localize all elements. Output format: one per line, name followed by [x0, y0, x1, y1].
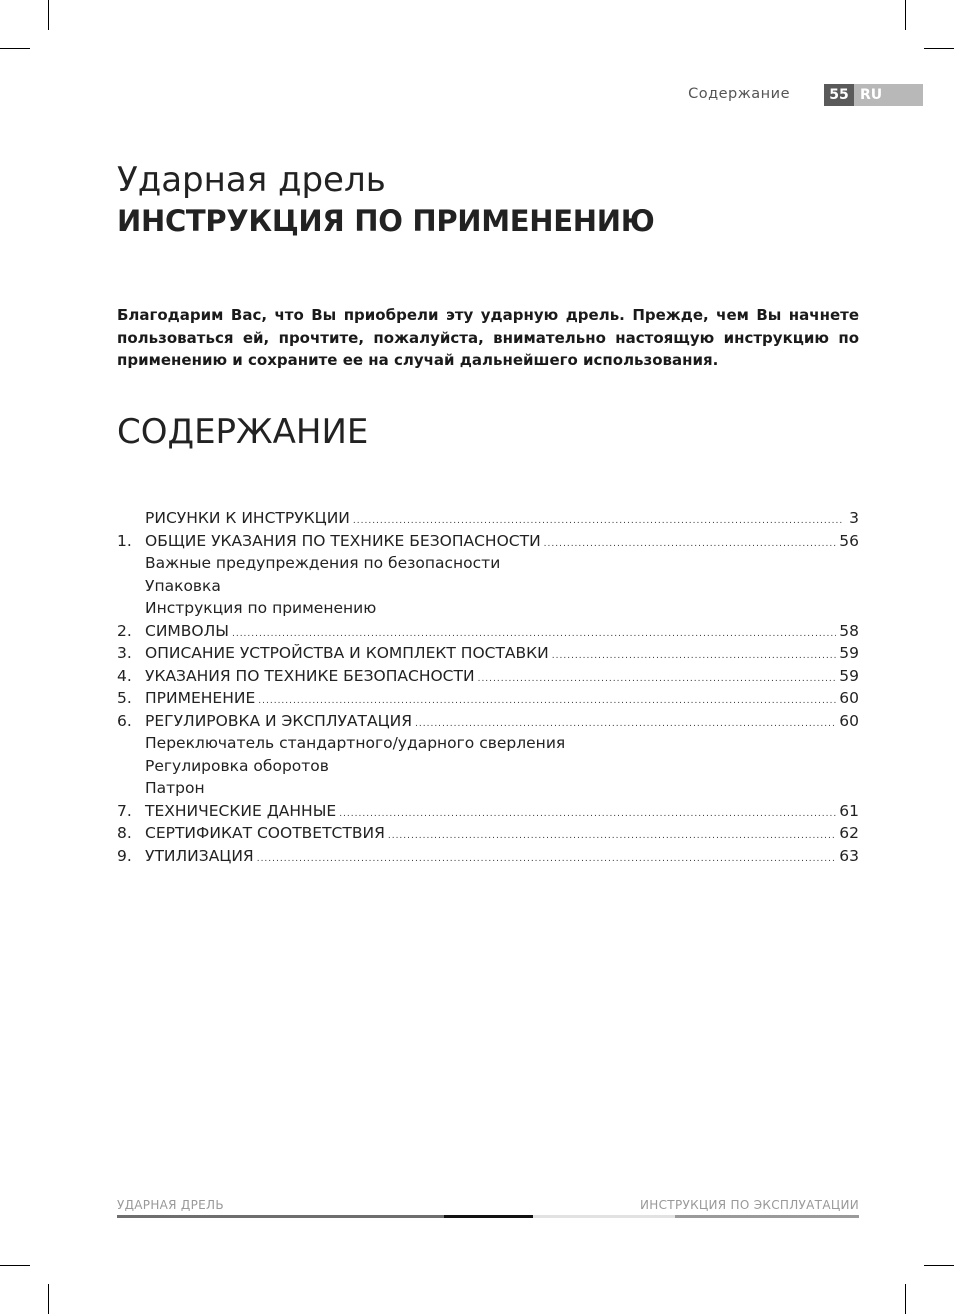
toc-entry-label: УКАЗАНИЯ ПО ТЕХНИКЕ БЕЗОПАСНОСТИ: [145, 666, 475, 685]
toc-subentry: [117, 552, 859, 575]
toc-entry-label: ПРИМЕНЕНИЕ: [145, 689, 256, 707]
toc-entry-label: СИМВОЛЫ: [145, 621, 229, 640]
toc-entry-number: 6.: [117, 711, 132, 730]
toc-entry-label: РЕГУЛИРОВКА И ЭКСПЛУАТАЦИЯ: [145, 711, 413, 730]
crop-mark: [924, 48, 954, 49]
document-subtitle: ИНСТРУКЦИЯ ПО ПРИМЕНЕНИЮ: [117, 204, 655, 238]
toc-leader-dots: [552, 645, 837, 668]
toc-entry-number: 9.: [117, 846, 132, 865]
toc-entry-page: 58: [839, 621, 859, 640]
page-number: 55: [824, 84, 854, 106]
toc-entry-page: 61: [839, 801, 859, 820]
toc-subentry: [117, 597, 859, 620]
crop-mark: [48, 0, 49, 30]
footer-document-type: ИНСТРУКЦИЯ ПО ЭКСПЛУАТАЦИИ: [640, 1198, 859, 1212]
toc-entry-page: 60: [839, 689, 859, 707]
toc-entry-page: 56: [839, 531, 859, 550]
toc-entry-page: 60: [839, 711, 859, 730]
toc-subentry-label: Важные предупреждения по безопасности: [145, 554, 501, 572]
toc-entry[interactable]: [117, 710, 859, 733]
language-code: RU: [854, 84, 923, 106]
crop-mark: [905, 1284, 906, 1314]
toc-subentry: [117, 755, 859, 778]
toc-subentry-label: Патрон: [145, 779, 205, 797]
toc-entry[interactable]: [117, 800, 859, 823]
crop-mark: [48, 1284, 49, 1314]
toc-entry-number: 7.: [117, 801, 132, 820]
toc-entry-page: 62: [839, 824, 859, 842]
toc-subentry: [117, 575, 859, 598]
toc-entry-page: 63: [839, 846, 859, 865]
toc-entry-label: РИСУНКИ К ИНСТРУКЦИИ: [145, 509, 350, 527]
intro-paragraph: Благодарим Вас, что Вы приобрели эту ударную дрель. Прежде, чем Вы начнете пользоваться ей, прочтите, пожалуйста, внимательно настоящую инструкцию по применению и сохраните ее на случай дальнейшего использования.: [117, 306, 859, 369]
toc-entry[interactable]: [117, 687, 859, 710]
toc-leader-dots: [478, 668, 837, 691]
toc-leader-dots: [339, 803, 836, 826]
toc-entry[interactable]: [117, 530, 859, 553]
footer-bar-segment: [533, 1215, 675, 1218]
toc-entry-label: УТИЛИЗАЦИЯ: [145, 846, 254, 865]
toc-entry[interactable]: [117, 620, 859, 643]
crop-mark: [924, 1265, 954, 1266]
toc-entry-label: ОПИСАНИЕ УСТРОЙСТВА И КОМПЛЕКТ ПОСТАВКИ: [145, 644, 549, 662]
footer-bar-segment: [117, 1215, 444, 1218]
toc-entry-number: 3.: [117, 644, 132, 662]
toc-entry-number: 8.: [117, 824, 132, 842]
toc-entry-label: СЕРТИФИКАТ СООТВЕТСТВИЯ: [145, 824, 385, 842]
header-section-label: Содержание: [688, 86, 790, 102]
toc-entry[interactable]: [117, 665, 859, 688]
document-title: Ударная дрель: [117, 160, 386, 200]
toc-subentry-label: Переключатель стандартного/ударного сверления: [145, 734, 566, 752]
toc-subentry-label: Инструкция по применению: [145, 599, 377, 617]
toc-subentry-label: Регулировка оборотов: [145, 756, 329, 775]
toc-leader-dots: [544, 533, 837, 556]
toc-subentry: [117, 777, 859, 800]
table-of-contents: [117, 507, 859, 867]
toc-entry-number: 1.: [117, 531, 132, 550]
toc-entry[interactable]: [117, 822, 859, 845]
toc-entry-label: ОБЩИЕ УКАЗАНИЯ ПО ТЕХНИКЕ БЕЗОПАСНОСТИ: [145, 531, 541, 550]
crop-mark: [0, 48, 30, 49]
toc-subentry-label: Упаковка: [145, 576, 221, 595]
page-badge: [824, 84, 923, 106]
toc-entry[interactable]: [117, 642, 859, 665]
crop-mark: [0, 1265, 30, 1266]
toc-entry-number: 5.: [117, 689, 132, 707]
toc-entry-number: 4.: [117, 666, 132, 685]
toc-entry-page: 59: [839, 644, 859, 662]
toc-entry[interactable]: [117, 507, 859, 530]
toc-entry-label: ТЕХНИЧЕСКИЕ ДАННЫЕ: [145, 801, 337, 820]
footer-bar-segment: [444, 1215, 533, 1218]
toc-entry-page: 59: [839, 666, 859, 685]
toc-entry-number: 2.: [117, 621, 132, 640]
toc-heading: СОДЕРЖАНИЕ: [117, 412, 369, 452]
toc-leader-dots: [257, 848, 837, 871]
toc-subentry: [117, 732, 859, 755]
footer-product-name: УДАРНАЯ ДРЕЛЬ: [117, 1198, 224, 1212]
footer-bar-segment: [675, 1215, 859, 1218]
toc-entry-page: 3: [849, 509, 859, 527]
toc-leader-dots: [388, 825, 836, 848]
toc-entry[interactable]: [117, 845, 859, 868]
crop-mark: [905, 0, 906, 30]
